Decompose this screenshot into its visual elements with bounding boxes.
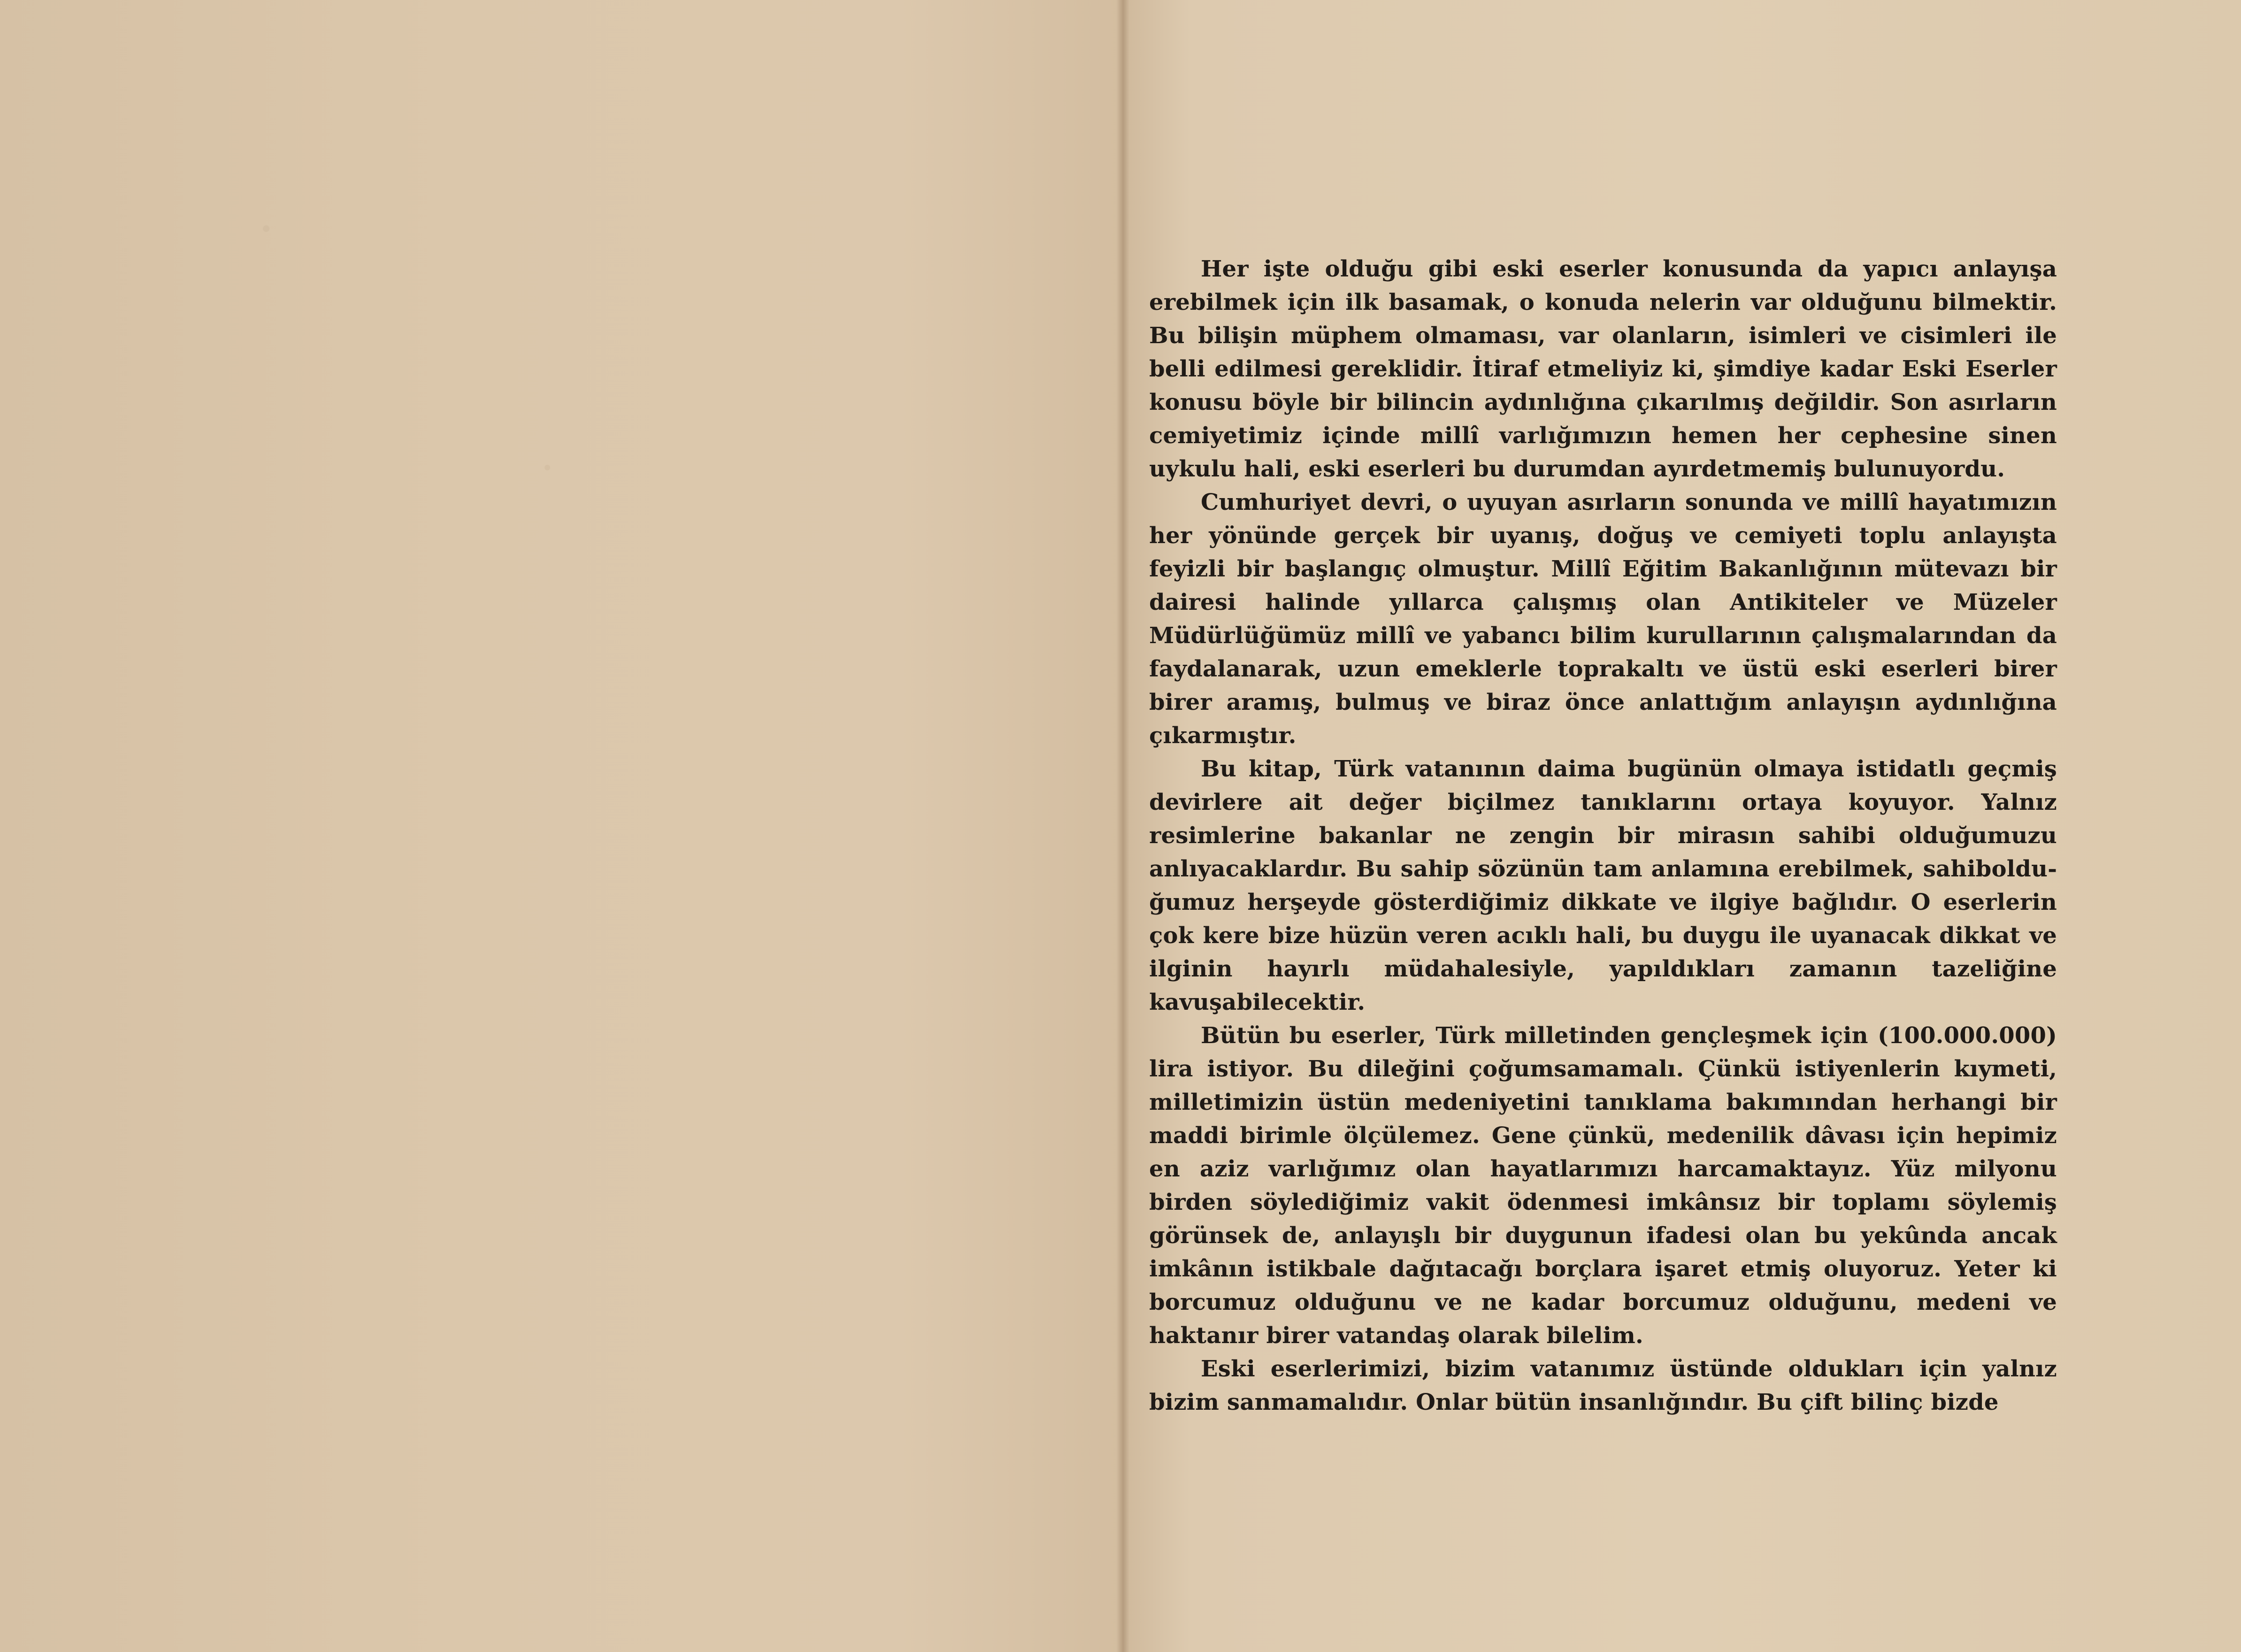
paper-stain [263,225,269,232]
paragraph: Her işte olduğu gibi eski eserler konusunda da yapıcı anlayışa erebilmek için ilk basamak, o konuda nelerin var olduğunu bilmektir. Bu bilişin müphem olmaması, var olanların, isimleri ve cisimleri ile belli edilmesi gereklidir. İtiraf etmeliyiz ki, şimdiye kadar Eski Eserler konusu böyle bir bilincin aydınlığına çıkarılmış değildir. Son asırların cemiyetimiz içinde millî varlığımızın hemen her cephesine sinen uykulu hali, eski eserleri bu durumdan ayırdetmemiş bulunuyordu. [1149,256,2057,482]
paper-stain [545,465,550,470]
paragraph: Cumhuriyet devri, o uyuyan asırların sonunda ve millî hayatımızın her yönünde gerçek bir uyanış, doğuş ve cemiyeti toplu anlayışta feyizli bir başlangıç olmuştur. Millî Eğitim Bakanlığının mütevazı bir dairesi halinde yıllarca çalışmış olan Antikiteler ve Müzeler Müdürlüğümüz millî ve yabancı bilim kurullarının çalışmalarından da faydalanarak, uzun emeklerle toprakaltı ve üstü eski eserleri birer birer aramış, bulmuş ve biraz önce anlattığım anlayışın aydınlığına çıkarmıştır. [1149,489,2057,749]
paragraph: Eski eserlerimizi, bizim vatanımız üstünde oldukları için yalnız bizim sanmamalıdır. Onlar bütün insanlığındır. Bu çift bilinç bizde [1149,1356,2057,1415]
paragraph: Bu kitap, Türk vatanının daima bugünün olmaya istidatlı geçmiş devirlere ait değer biçilmez tanıklarını ortaya koyuyor. Yalnız resimlerine bakanlar ne zengin bir mirasın sahibi olduğumuzu anlıyacaklardır. Bu sahip sözünün tam anlamına erebilmek, sahibolduğumuz herşeyde gösterdiğimiz dikkate ve ilgiye bağlıdır. O eserlerin çok kere bize hüzün veren acıklı hali, bu duygu ile uyanacak dikkat ve ilginin hayırlı müdahalesiyle, yapıldıkları zamanın tazeliğine kavuşabilecektir. [1149,756,2057,1015]
page-text [1149,253,2057,1419]
paragraph: Bütün bu eserler, Türk milletinden gençleşmek için (100.000.000) lira istiyor. Bu dileğini çoğumsamamalı. Çünkü istiyenlerin kıymeti, milletimizin üstün medeniyetini tanıklama bakımından herhangi bir maddi birimle ölçülemez. Gene çünkü, medenilik dâvası için hepimiz en aziz varlığımız olan hayatlarımızı harcamaktayız. Yüz milyonu birden söylediğimiz vakit ödenmesi imkânsız bir toplamı söylemiş görünsek de, anlayışlı bir duygunun ifadesi olan bu yekûnda ancak imkânın istikbale dağıtacağı borçlara işaret etmiş oluyoruz. Yeter ki borcumuz olduğunu ve ne kadar borcumuz olduğunu, medeni ve haktanır birer vatandaş olarak bilelim. [1149,1022,2057,1349]
book-gutter [1116,0,1129,1652]
